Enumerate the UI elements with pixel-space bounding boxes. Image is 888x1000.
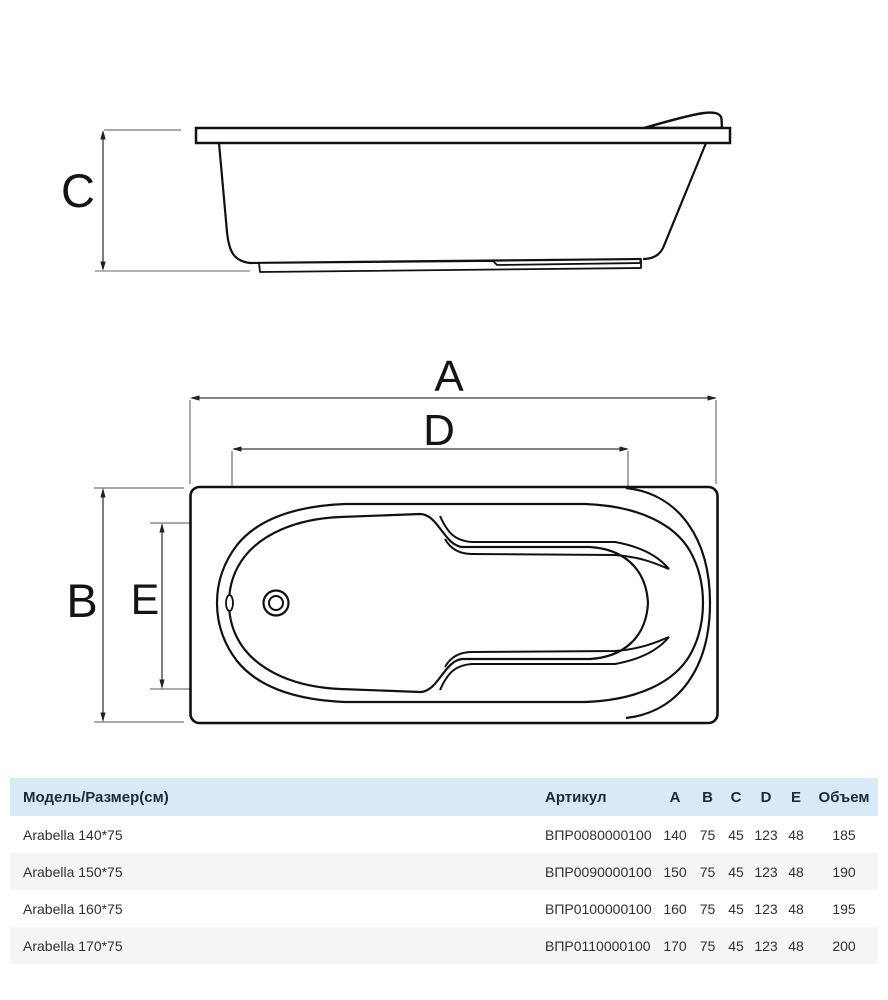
side-view [61, 113, 730, 272]
dim-e-arrow-bottom [159, 680, 164, 690]
cell-c: 45 [728, 863, 744, 880]
overflow-notch [226, 595, 233, 611]
dim-d-arrow-right [620, 446, 630, 451]
cell-e: 48 [788, 900, 804, 917]
table-row [10, 927, 878, 964]
header-article: Артикул [535, 778, 657, 816]
spec-table [10, 778, 878, 964]
dim-a-arrow-left [190, 395, 200, 400]
cell-volume: 200 [832, 937, 856, 954]
side-headrest [644, 113, 722, 128]
cell-model: Arabella 150*75 [23, 863, 123, 880]
cell-model: Arabella 170*75 [23, 937, 123, 954]
dim-label-c: C [61, 164, 95, 217]
cell-d: 123 [754, 937, 778, 954]
cell-volume: 190 [832, 863, 856, 880]
drain-inner [269, 596, 283, 610]
header-c: C [722, 778, 750, 816]
cell-b: 75 [699, 863, 716, 880]
cell-model: Arabella 140*75 [23, 826, 123, 843]
cell-article: ВПР0110000100 [545, 937, 651, 954]
header-e: E [782, 778, 810, 816]
dim-label-d: D [423, 406, 455, 455]
cell-e: 48 [788, 863, 804, 880]
side-rim [196, 128, 730, 143]
cell-a: 170 [663, 937, 687, 954]
cell-article: ВПР0080000100 [545, 826, 652, 843]
cell-c: 45 [728, 900, 744, 917]
cell-d: 123 [754, 826, 778, 843]
cell-d: 123 [754, 900, 778, 917]
cell-a: 150 [663, 863, 687, 880]
side-body-right [643, 143, 706, 259]
cell-e: 48 [788, 937, 804, 954]
header-d: D [750, 778, 782, 816]
table-row [10, 890, 878, 927]
dim-d-arrow-left [232, 446, 242, 451]
header-model: Модель/Размер(см) [10, 778, 535, 816]
table-row [10, 853, 878, 890]
cell-volume: 185 [832, 826, 856, 843]
side-body-left [219, 143, 641, 263]
side-base [259, 259, 641, 272]
cell-model: Arabella 160*75 [23, 900, 123, 917]
dim-c-arrow-top [100, 130, 105, 140]
cell-article: ВПР0100000100 [545, 900, 652, 917]
cell-b: 75 [699, 826, 716, 843]
table-header-row [10, 778, 878, 816]
cell-d: 123 [754, 863, 778, 880]
header-volume: Объем [810, 778, 878, 816]
cell-c: 45 [728, 826, 744, 843]
cell-e: 48 [788, 826, 804, 843]
cell-b: 75 [699, 900, 716, 917]
header-b: B [693, 778, 722, 816]
dim-b-arrow-top [100, 488, 105, 498]
dim-label-a: A [434, 352, 464, 401]
dim-label-b: B [66, 574, 98, 627]
cell-a: 140 [663, 826, 687, 843]
dim-c-arrow-bottom [100, 262, 105, 272]
cell-b: 75 [699, 937, 716, 954]
top-view [66, 352, 717, 723]
dim-e-arrow-top [159, 523, 164, 533]
table-row [10, 816, 878, 853]
cell-c: 45 [728, 937, 744, 954]
dim-a-arrow-right [708, 395, 718, 400]
cell-a: 160 [663, 900, 687, 917]
dim-b-arrow-bottom [100, 713, 105, 723]
cell-volume: 195 [832, 900, 856, 917]
dim-label-e: E [130, 576, 160, 624]
header-a: A [657, 778, 693, 816]
cell-article: ВПР0090000100 [545, 863, 652, 880]
